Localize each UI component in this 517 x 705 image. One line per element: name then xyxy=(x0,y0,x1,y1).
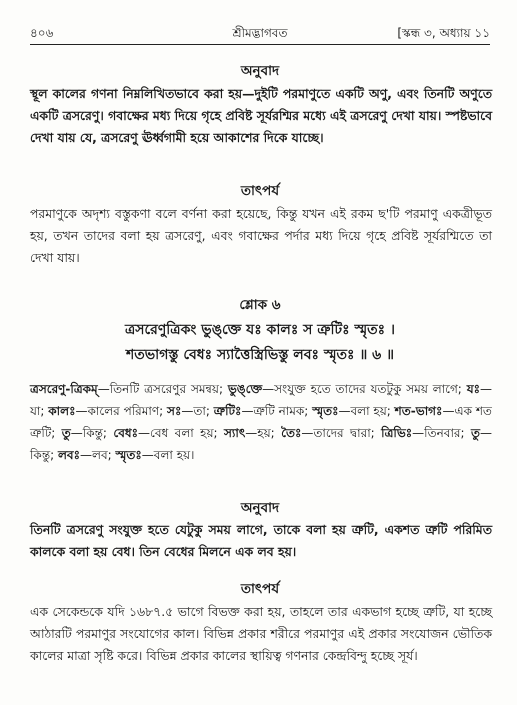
synonym-meaning: যা; xyxy=(30,404,45,418)
verse-line-1: ত্রসরেণুত্রিকং ভুঙ্‌ক্তে যঃ কালঃ স ত্রুটিঃ স্মৃতঃ । xyxy=(124,322,396,338)
synonym-term: যঃ xyxy=(466,382,480,396)
synonym-meaning: কিন্তু; xyxy=(30,448,55,462)
header-rule xyxy=(30,44,490,45)
synonym-term: ত্রসরেণু-ত্রিকম্ xyxy=(30,382,98,396)
synonym-meaning: তিনটি ত্রসরেণুর সমন্বয়; xyxy=(109,382,224,396)
synonym-meaning: এক শত ত্রুটি; xyxy=(30,404,492,440)
word-for-word-synonyms: ত্রসরেণু-ত্রিকম্—তিনটি ত্রসরেণুর সমন্বয়; ভুঙ্‌ক্তে—সংযুক্ত হতে তাদের যতটুকু সময় লাগে; যঃ—যা; কালঃ—কালের পরিমাণ; সঃ—তা; ত্রুটিঃ—ত্রুটি নামক; স্মৃতঃ—বলা হয়; শত-ভাগঃ—এক শত ত্রুটি; তু—কিন্তু; বেধঃ—বেধ বলা হয়; স্যাৎ—হয়; তৈঃ—তাদের দ্বারা; ত্রিভিঃ—তিনবার; তু—কিন্তু; লবঃ—লব; স্মৃতঃ—বলা হয়। xyxy=(30,382,492,462)
synonym-meaning: হয়; xyxy=(257,426,275,440)
running-header xyxy=(30,22,490,44)
purport-text-2: এক সেকেন্ডকে যদি ১৬৮৭.৫ ভাগে বিভক্ত করা হয়, তাহলে তার একভাগ হচ্ছে ত্রুটি, যা হচ্ছে আঠারটি পরমাণুর সংযোগের কাল। বিভিন্ন প্রকার শরীরে পরমাণুর এই প্রকার সংযোজন ভৌতিক কালের মাত্রা সৃষ্টি করে। বিভিন্ন প্রকার কালের স্থায়িত্ব গণনার কেন্দ্রবিন্দু হচ্ছে সূর্য। xyxy=(30,604,492,663)
synonym-meaning: তাদের দ্বারা; xyxy=(313,426,375,440)
synonym-meaning: বেধ বলা হয়; xyxy=(150,426,218,440)
purport-text-1: পরমাণুকে অদৃশ্য বস্তুকণা বলে বর্ণনা করা হয়েছে, কিন্তু যখন এই রকম ছ'টি পরমাণু একত্রীভূত হয়, তখন তাদের বলা হয় ত্রসরেণু, এবং গবাক্ষের পর্দার মধ্য দিয়ে গৃহে প্রবিষ্ট সূর্যরশ্মিতে তা দেখা যায়। xyxy=(30,206,492,265)
synonym-term: ত্রুটিঃ xyxy=(213,404,242,418)
verse-line-2: শতভাগস্তু বেধঃ স্যাত্তৈস্ত্রিভিস্তু লবঃ স্মৃতঃ ॥ ৬ ॥ xyxy=(125,347,395,363)
translation-heading-2: অনুবাদ xyxy=(240,500,280,516)
verse-label: শ্লোক ৬ xyxy=(239,297,281,313)
page-number: ৪০৬ xyxy=(30,26,54,40)
translation-heading-1: অনুবাদ xyxy=(240,63,280,79)
synonym-term: ত্রিভিঃ xyxy=(381,426,413,440)
synonym-meaning: তিনবার; xyxy=(424,426,465,440)
translation-text-1: স্থূল কালের গণনা নিম্নলিখিতভাবে করা হয়—দুইটি পরমাণুতে একটি অণু, এবং তিনটি অণুতে একটি ত্রসরেণু। গবাক্ষের মধ্য দিয়ে গৃহে প্রবিষ্ট সূর্যরশ্মির মধ্যে এই ত্রসরেণু দেখা যায়। স্পষ্টভাবে দেখা যায় যে, ত্রসরেণু ঊর্ধ্বগামী হয়ে আকাশের দিকে যাচ্ছে। xyxy=(30,86,492,145)
synonym-term: সঃ xyxy=(167,404,182,418)
synonym-meaning: বলা হয়; xyxy=(350,404,391,418)
purport-heading-2: তাৎপর্য xyxy=(240,581,280,597)
canto-chapter: [স্কন্ধ ৩, অধ্যায় ১১ xyxy=(397,26,490,40)
book-title: শ্রীমদ্ভাগবত xyxy=(232,26,288,40)
synonym-meaning: বলা হয়। xyxy=(153,448,195,462)
translation-text-2: তিনটি ত্রসরেণু সংযুক্ত হতে যেটুকু সময় লাগে, তাকে বলা হয় ত্রুটি, একশত ত্রুটি পরিমিত কালকে বলা হয় বেধ। তিন বেধের মিলনে এক লব হয়। xyxy=(30,522,492,559)
synonym-term: কালঃ xyxy=(48,404,76,418)
synonym-meaning: ত্রুটি নামক; xyxy=(253,404,309,418)
synonym-term: বেধঃ xyxy=(113,426,138,440)
synonym-meaning: লব; xyxy=(92,448,112,462)
synonym-term: লবঃ xyxy=(57,448,81,462)
synonym-term: স্মৃতঃ xyxy=(312,404,339,418)
synonym-term: তু xyxy=(61,426,71,440)
synonym-meaning: কিন্তু; xyxy=(82,426,107,440)
synonym-term: ভুঙ্‌ক্তে xyxy=(227,382,263,396)
synonym-term: স্যাৎ xyxy=(223,426,246,440)
synonym-meaning: কালের পরিমাণ; xyxy=(87,404,164,418)
synonym-term: তু xyxy=(470,426,480,440)
synonym-meaning: তা; xyxy=(193,404,210,418)
synonym-term: তৈঃ xyxy=(281,426,302,440)
synonym-term: শত-ভাগঃ xyxy=(394,404,443,418)
purport-heading-1: তাৎপর্য xyxy=(240,183,280,199)
synonym-term: স্মৃতঃ xyxy=(115,448,142,462)
synonym-meaning: সংযুক্ত হতে তাদের যতটুকু সময় লাগে; xyxy=(274,382,462,396)
